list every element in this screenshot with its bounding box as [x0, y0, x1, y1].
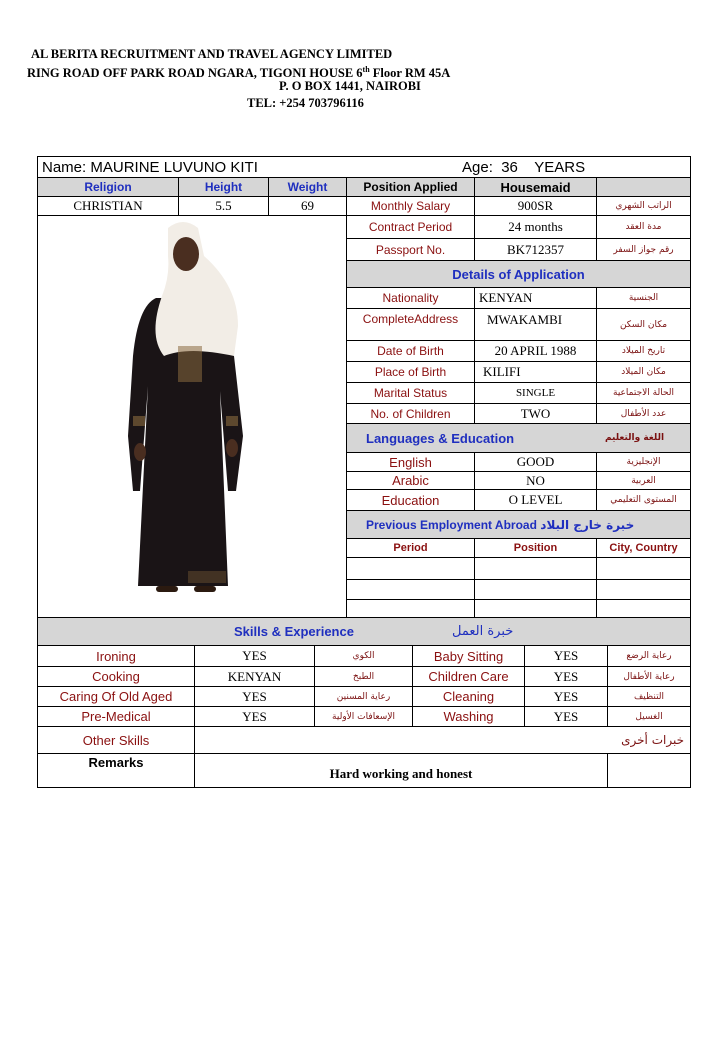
- employment-cell: [347, 580, 475, 600]
- weight-header: Weight: [269, 178, 347, 197]
- skill-childcare-value: YES: [525, 667, 608, 687]
- other-skills-value: [195, 727, 608, 754]
- skills-title: Skills & Experience: [234, 624, 354, 639]
- languages-title-ar: اللغة والتعليم: [605, 433, 665, 443]
- skill-cooking-ar: الطبخ: [315, 667, 413, 687]
- skill-cleaning-ar: التنظيف: [608, 687, 690, 707]
- employment-cell: [597, 558, 690, 580]
- candidate-name: MAURINE LUVUNO KITI: [90, 158, 258, 176]
- arabic-value: NO: [475, 472, 597, 490]
- dob-ar: تاريخ الميلاد: [597, 341, 690, 362]
- position-applied-label: Position Applied: [347, 178, 475, 197]
- address-value: MWAKAMBI: [475, 309, 597, 341]
- skill-premedical-ar: الإسعافات الأولية: [315, 707, 413, 727]
- passport-ar: رقم جواز السفر: [597, 239, 690, 261]
- marital-ar: الحالة الاجتماعية: [597, 383, 690, 404]
- skill-ironing-label: Ironing: [38, 646, 195, 667]
- arabic-label: Arabic: [347, 472, 475, 490]
- candidate-photo-figure: [38, 216, 346, 616]
- passport-value: BK712357: [475, 239, 597, 261]
- other-skills-label: Other Skills: [38, 727, 195, 754]
- agency-address: RING ROAD OFF PARK ROAD NGARA, TIGONI HOUSE 6th Floor RM 45A: [27, 65, 451, 81]
- nationality-ar: الجنسية: [597, 288, 690, 309]
- english-ar: الإنجليزية: [597, 453, 690, 472]
- skill-washing-value: YES: [525, 707, 608, 727]
- position-applied-ar: [597, 178, 690, 197]
- age-label: Age:: [462, 158, 493, 176]
- skill-oldaged-value: YES: [195, 687, 315, 707]
- employment-cell: [597, 580, 690, 600]
- other-skills-ar: خبرات أخرى: [608, 727, 690, 754]
- skills-title-ar: خبرة العمل: [452, 624, 514, 639]
- employment-title-ar: خبرة خارج البلاد: [540, 517, 635, 532]
- skill-ironing-value: YES: [195, 646, 315, 667]
- children-label: No. of Children: [347, 404, 475, 424]
- religion-value: CHRISTIAN: [38, 197, 179, 216]
- position-applied-value: Housemaid: [475, 178, 597, 197]
- contract-value: 24 months: [475, 216, 597, 239]
- skill-ironing-ar: الكوي: [315, 646, 413, 667]
- languages-title-row: [347, 424, 690, 453]
- skill-babysitting-label: Baby Sitting: [413, 646, 525, 667]
- employment-cell: [475, 580, 597, 600]
- skill-premedical-label: Pre-Medical: [38, 707, 195, 727]
- skill-premedical-value: YES: [195, 707, 315, 727]
- skill-cooking-label: Cooking: [38, 667, 195, 687]
- remarks-ar: [608, 754, 690, 787]
- children-ar: عدد الأطفال: [597, 404, 690, 424]
- weight-value: 69: [269, 197, 347, 216]
- nationality-label: Nationality: [347, 288, 475, 309]
- age-unit: YEARS: [534, 158, 586, 176]
- pob-ar: مكان الميلاد: [597, 362, 690, 383]
- remarks-label: Remarks: [38, 754, 195, 787]
- address-ar: مكان السكن: [597, 309, 690, 341]
- arabic-ar: العربية: [597, 472, 690, 490]
- pob-label: Place of Birth: [347, 362, 475, 383]
- skill-oldaged-ar: رعاية المسنين: [315, 687, 413, 707]
- dob-value: 20 APRIL 1988: [475, 341, 597, 362]
- agency-tel: TEL: +254 703796116: [247, 96, 364, 110]
- skill-cooking-value: KENYAN: [195, 667, 315, 687]
- salary-ar: الراتب الشهري: [597, 197, 690, 216]
- agency-name: AL BERITA RECRUITMENT AND TRAVEL AGENCY LIMITED: [31, 47, 393, 61]
- height-header: Height: [179, 178, 269, 197]
- english-label: English: [347, 453, 475, 472]
- skill-babysitting-ar: رعاية الرضع: [608, 646, 690, 667]
- children-value: TWO: [475, 404, 597, 424]
- salary-value: 900SR: [475, 197, 597, 216]
- employment-title-row: [347, 511, 690, 539]
- employment-col-city: City, Country: [597, 539, 690, 558]
- passport-label: Passport No.: [347, 239, 475, 261]
- employment-cell: [347, 600, 475, 618]
- employment-title: Previous Employment Abroad: [366, 517, 537, 532]
- salary-label: Monthly Salary: [347, 197, 475, 216]
- education-value: O LEVEL: [475, 490, 597, 511]
- skill-babysitting-value: YES: [525, 646, 608, 667]
- education-ar: المستوى التعليمي: [597, 490, 690, 511]
- height-value: 5.5: [179, 197, 269, 216]
- age-group: [462, 159, 585, 176]
- contract-ar: مدة العقد: [597, 216, 690, 239]
- employment-cell: [475, 558, 597, 580]
- employment-col-period: Period: [347, 539, 475, 558]
- skill-childcare-label: Children Care: [413, 667, 525, 687]
- age-value: 36: [501, 158, 518, 176]
- skill-oldaged-label: Caring Of Old Aged: [38, 687, 195, 707]
- candidate-photo: [38, 216, 347, 618]
- education-label: Education: [347, 490, 475, 511]
- employment-col-position: Position: [475, 539, 597, 558]
- employment-cell: [597, 600, 690, 618]
- contract-label: Contract Period: [347, 216, 475, 239]
- english-value: GOOD: [475, 453, 597, 472]
- agency-po-box: P. O BOX 1441, NAIROBI: [279, 79, 421, 93]
- skill-cleaning-value: YES: [525, 687, 608, 707]
- marital-label: Marital Status: [347, 383, 475, 404]
- religion-header: Religion: [38, 178, 179, 197]
- dob-label: Date of Birth: [347, 341, 475, 362]
- details-title: Details of Application: [347, 261, 690, 288]
- name-label: Name:: [42, 158, 87, 176]
- skill-childcare-ar: رعاية الأطفال: [608, 667, 690, 687]
- name-row: [38, 157, 690, 178]
- remarks-value: Hard working and honest: [195, 754, 608, 787]
- skills-title-row: [38, 618, 690, 646]
- nationality-value: KENYAN: [475, 288, 597, 309]
- employment-cell: [347, 558, 475, 580]
- skill-washing-ar: الغسيل: [608, 707, 690, 727]
- pob-value: KILIFI: [475, 362, 597, 383]
- marital-value: SINGLE: [475, 383, 597, 404]
- cv-form: [37, 156, 691, 788]
- languages-title: Languages & Education: [366, 430, 515, 446]
- skill-washing-label: Washing: [413, 707, 525, 727]
- address-label: CompleteAddress: [347, 309, 475, 341]
- employment-cell: [475, 600, 597, 618]
- skill-cleaning-label: Cleaning: [413, 687, 525, 707]
